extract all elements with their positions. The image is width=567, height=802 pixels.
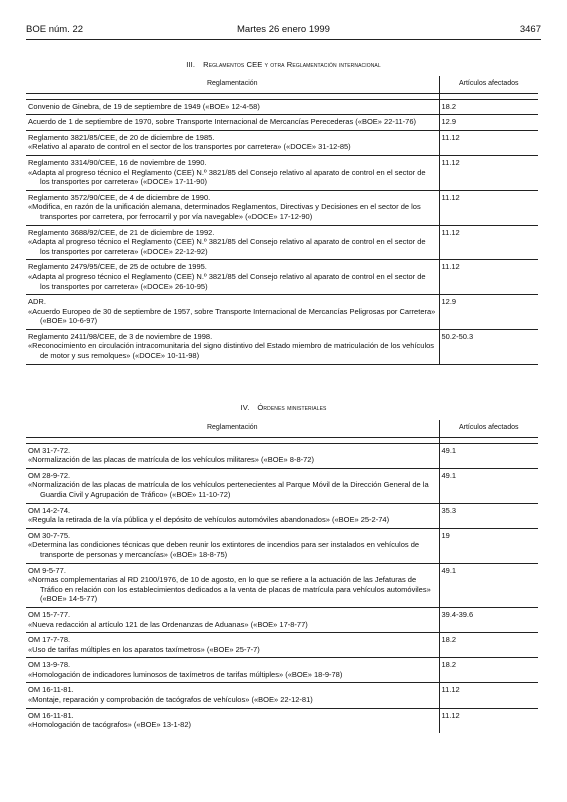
ministerial-orders-table (26, 420, 538, 733)
regulation-reference: OM 13-9-78. (28, 660, 71, 670)
section-3-number: III. (186, 60, 196, 69)
regulation-description: «Normalización de las placas de matrícula de los vehículos militares» («BOE» 8-8-72) (28, 455, 314, 465)
affected-articles: 18.2 (439, 658, 538, 683)
column-header-regulation: Reglamentación (26, 420, 439, 437)
column-header-articles: Artículos afectados (439, 420, 538, 437)
regulation-description: «Modifica, en razón de la unificación alemana, determinados Reglamentos, Directivas y Decisiones en el sector de los transportes por carretera, por ferrocarril y por vía navegable» («DOCE» 17-12-90) (28, 202, 421, 221)
regulation-description: «Adapta al progreso técnico el Reglamento (CEE) N.º 3821/85 del Consejo relativo al aparato de control en el sector de los transportes por carretera» («DOCE» 22-12-92) (28, 237, 426, 256)
regulation-cell (26, 190, 439, 225)
regulation-reference: OM 17-7-78. (28, 635, 71, 645)
regulation-description: «Relativo al aparato de control en el sector de los transportes por carretera» («DOCE» 31-12-85) (28, 142, 351, 152)
regulation-cell (26, 295, 439, 330)
regulation-cell (26, 528, 439, 563)
regulations-table (26, 76, 538, 365)
regulation-description: «Homologación de tacógrafos» («BOE» 13-1-82) (28, 720, 192, 730)
table-header-row (26, 420, 538, 437)
affected-articles: 49.1 (439, 443, 538, 468)
affected-articles: 18.2 (439, 633, 538, 658)
regulation-description: «Uso de tarifas múltiples en los aparatos taxímetros» («BOE» 25-7-7) (28, 644, 260, 654)
table-row (26, 683, 538, 708)
page-header (26, 24, 541, 38)
page-number: 3467 (519, 24, 541, 35)
regulation-description: «Montaje, reparación y comprobación de tacógrafos de vehículos» («BOE» 22-12-81) (28, 695, 313, 705)
table-row (26, 225, 538, 260)
table-row (26, 708, 538, 733)
affected-articles: 11.12 (439, 708, 538, 733)
table-row (26, 658, 538, 683)
regulation-reference: OM 31-7-72. (28, 445, 71, 455)
affected-articles: 11.12 (439, 683, 538, 708)
regulation-reference: Reglamento 2479/95/CEE, de 25 de octubre de 1995. (28, 262, 207, 272)
regulation-description: «Normas complementarias al RD 2100/1976, de 10 de agosto, en lo que se refiere a la actuación de las Jefaturas de Tráfico en relación con los establecimientos dedicados a la venta de placas de matrícula para vehículos automóviles» («BOE» 14-5-77) (28, 575, 431, 604)
regulation-cell (26, 607, 439, 632)
regulation-reference: Reglamento 3821/85/CEE, de 20 de diciembre de 1985. (28, 132, 215, 142)
table-row (26, 99, 538, 115)
table-header-row (26, 76, 538, 93)
affected-articles: 39.4-39.6 (439, 607, 538, 632)
regulation-cell (26, 563, 439, 607)
regulation-cell (26, 225, 439, 260)
regulation-cell (26, 633, 439, 658)
table-row (26, 607, 538, 632)
section-4-heading: Órdenes ministeriales (257, 403, 327, 412)
table-row (26, 115, 538, 131)
regulation-reference: OM 14-2-74. (28, 505, 71, 515)
regulation-cell (26, 468, 439, 503)
header-rule (26, 39, 541, 40)
column-header-articles: Artículos afectados (439, 76, 538, 93)
table-row (26, 503, 538, 528)
table-row (26, 295, 538, 330)
table-row (26, 329, 538, 364)
regulation-reference: OM 9-5-77. (28, 565, 66, 575)
regulation-cell (26, 503, 439, 528)
affected-articles: 18.2 (439, 99, 538, 115)
regulation-cell (26, 115, 439, 131)
regulation-reference: Reglamento 3314/90/CEE, 16 de noviembre de 1990. (28, 157, 207, 167)
regulation-description: «Acuerdo Europeo de 30 de septiembre de 1957, sobre Transporte Internacional de Mercancías Peligrosas por Carretera» («BOE» 10-6-97) (28, 306, 436, 326)
regulation-cell (26, 683, 439, 708)
regulation-cell (26, 130, 439, 155)
regulation-description: «Reconocimiento en circulación intracomunitaria del signo distintivo del Estado miembro de matriculación de los vehículos de motor y sus remolques» («DOCE» 10-11-98) (28, 341, 435, 361)
affected-articles: 11.12 (439, 155, 538, 190)
regulation-cell (26, 155, 439, 190)
table-row (26, 563, 538, 607)
regulation-cell (26, 99, 439, 115)
section-3-heading: Reglamentos CEE y otra Reglamentación internacional (203, 60, 381, 69)
affected-articles: 12.9 (439, 115, 538, 131)
regulation-cell (26, 708, 439, 733)
regulation-cell (26, 443, 439, 468)
regulation-description: «Homologación de indicadores luminosos de taxímetros de tarifas múltiples» («BOE» 18-9-78) (28, 669, 343, 679)
table-row (26, 633, 538, 658)
affected-articles: 12.9 (439, 295, 538, 330)
section-4-title (26, 403, 541, 412)
regulation-description: «Determina las condiciones técnicas que deben reunir los extintores de incendios para ser instalados en vehículos de transporte de personas y mercancías» («BOE» 18-8-75) (28, 540, 420, 559)
affected-articles: 50.2-50.3 (439, 329, 538, 364)
regulation-reference: Reglamento 2411/98/CEE, de 3 de noviembre de 1998. (28, 331, 213, 341)
regulation-reference: OM 30-7-75. (28, 530, 71, 540)
regulation-reference: OM 16-11-81. (28, 710, 74, 720)
regulation-description: «Nueva redacción al artículo 121 de las Ordenanzas de Aduanas» («BOE» 17-8-77) (28, 619, 308, 629)
journal-issue: BOE núm. 22 (26, 24, 84, 35)
affected-articles: 11.12 (439, 225, 538, 260)
regulation-reference: OM 15-7-77. (28, 609, 71, 619)
affected-articles: 49.1 (439, 563, 538, 607)
table-row (26, 528, 538, 563)
affected-articles: 11.12 (439, 190, 538, 225)
regulation-reference: OM 16-11-81. (28, 685, 74, 695)
regulation-description: «Adapta al progreso técnico el Reglamento (CEE) N.º 3821/85 del Consejo relativo al aparato de control en el sector de los transportes por carretera» («DOCE» 17-11-90) (28, 167, 426, 187)
affected-articles: 49.1 (439, 468, 538, 503)
regulation-cell (26, 658, 439, 683)
regulation-description: «Normalización de las placas de matrícula de los vehículos pertenecientes al Parque Móvil de la Dirección General de la Guardia Civil y Agrupación de Tráfico» («BOE» 11-10-72) (28, 480, 429, 499)
affected-articles: 11.12 (439, 260, 538, 295)
column-header-regulation: Reglamentación (26, 76, 439, 93)
regulation-description: «Regula la retirada de la vía pública y el depósito de vehículos automóviles abandonados» («BOE» 25-2-74) (28, 515, 390, 525)
regulation-cell (26, 329, 439, 364)
section-4-number: IV. (240, 403, 250, 412)
regulation-reference: Acuerdo de 1 de septiembre de 1970, sobre Transporte Internacional de Mercancías Perecederas («BOE» 22-11-76) (28, 117, 417, 127)
regulation-reference: Convenio de Ginebra, de 19 de septiembre de 1949 («BOE» 12-4-58) (28, 101, 260, 111)
affected-articles: 19 (439, 528, 538, 563)
regulation-reference: ADR. (28, 297, 46, 307)
issue-date: Martes 26 enero 1999 (237, 24, 330, 35)
table-row (26, 155, 538, 190)
regulation-reference: Reglamento 3688/92/CEE, de 21 de diciembre de 1992. (28, 227, 215, 237)
table-row (26, 260, 538, 295)
affected-articles: 35.3 (439, 503, 538, 528)
affected-articles: 11.12 (439, 130, 538, 155)
table-row (26, 443, 538, 468)
table-row (26, 190, 538, 225)
table-row (26, 130, 538, 155)
regulation-reference: OM 28-9-72. (28, 470, 71, 480)
regulation-cell (26, 260, 439, 295)
table-row (26, 468, 538, 503)
section-3-title (26, 60, 541, 69)
regulation-reference: Reglamento 3572/90/CEE, de 4 de diciembre de 1990. (28, 192, 211, 202)
regulation-description: «Adapta al progreso técnico el Reglamento (CEE) N.º 3821/85 del Consejo relativo al aparato de control en el sector de los transportes por carretera» («DOCE» 26-10-95) (28, 271, 426, 291)
